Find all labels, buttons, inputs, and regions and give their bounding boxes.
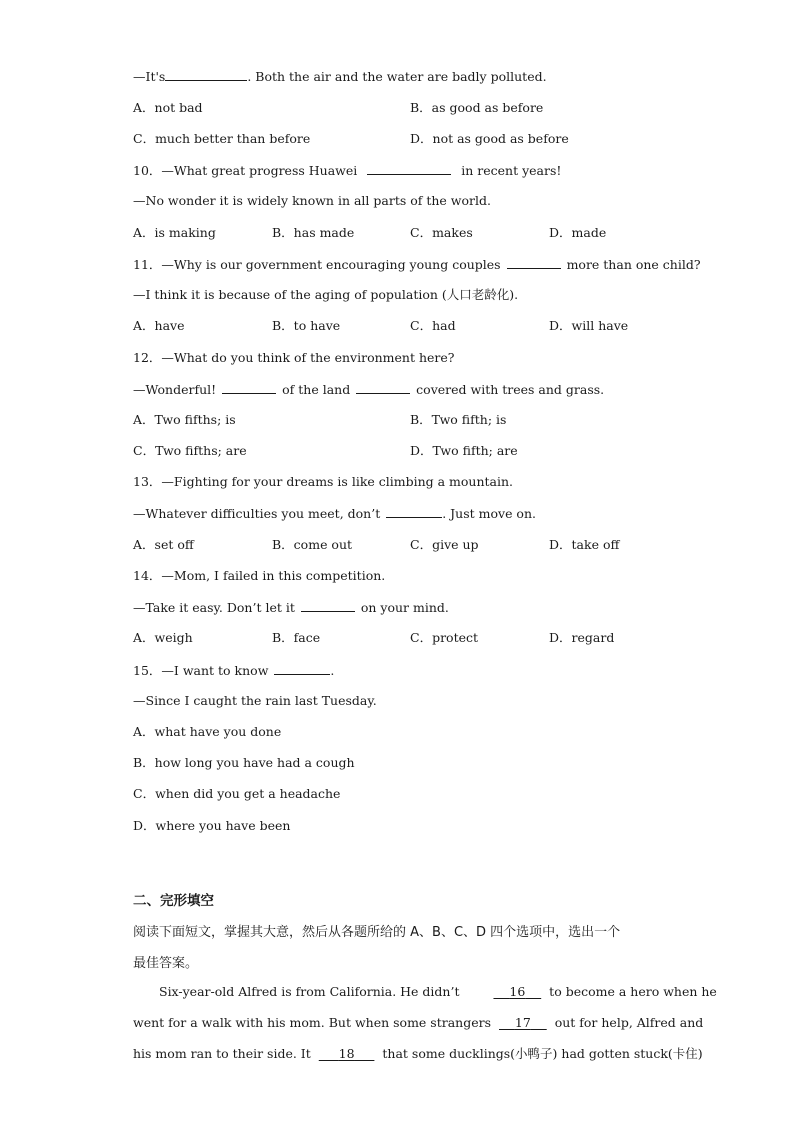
q14-option-a[interactable]: A．weigh: [133, 630, 193, 645]
q9-answer-line: [133, 68, 547, 85]
passage-line1-b: to become a hero when he: [549, 984, 717, 999]
passage-line3-a: his mom ran to their side. It: [133, 1046, 311, 1061]
cloze-number-17: 17: [514, 1015, 531, 1030]
cloze-blank-18[interactable]: [319, 1046, 375, 1062]
passage-line2-a: went for a walk with his mom. But when some strangers: [133, 1015, 492, 1030]
passage-line3: [133, 1046, 703, 1062]
q10-line1-post: in recent years!: [461, 163, 562, 178]
q13-response: [133, 505, 536, 522]
q10-option-d[interactable]: D．made: [549, 225, 607, 240]
q15-option-b[interactable]: B．how long you have had a cough: [133, 755, 355, 770]
q11-option-a[interactable]: A．have: [133, 318, 185, 333]
section-title: 二、完形填空: [133, 893, 214, 909]
q9-line2-pre: —It's: [133, 69, 166, 84]
cloze-blank-16[interactable]: [467, 984, 541, 1000]
q12-option-d[interactable]: D．Two fifth; are: [410, 443, 518, 458]
q10-line1-pre: 10．—What great progress Huawei: [133, 163, 358, 178]
q13-option-b[interactable]: B．come out: [272, 537, 353, 552]
q11-question: [133, 256, 701, 273]
q9-option-b[interactable]: B．as good as before: [410, 100, 544, 115]
cloze-blank-17[interactable]: [499, 1015, 547, 1031]
q15-option-a[interactable]: A．what have you done: [133, 724, 282, 739]
q11-blank[interactable]: [507, 256, 561, 269]
q15-question: [133, 662, 334, 679]
cloze-number-16: 16: [509, 984, 526, 999]
q10-option-a[interactable]: A．is making: [133, 225, 216, 240]
q10-question: [133, 162, 561, 179]
q15-option-d[interactable]: D．where you have been: [133, 818, 291, 833]
q12-option-c[interactable]: C．Two fifths; are: [133, 443, 247, 458]
q14-blank[interactable]: [301, 599, 355, 612]
passage-line1-a: Six-year-old Alfred is from California. He didn’t: [159, 984, 460, 999]
q9-option-c[interactable]: C．much better than before: [133, 131, 311, 146]
q9-line2-post: . Both the air and the water are badly polluted.: [247, 69, 547, 84]
q11-response: —I think it is because of the aging of population (人口老龄化).: [133, 287, 519, 302]
passage-line2: [133, 1015, 704, 1031]
q12-option-b[interactable]: B．Two fifth; is: [410, 412, 507, 427]
q10-option-c[interactable]: C．makes: [410, 225, 473, 240]
q15-blank[interactable]: [274, 662, 330, 675]
q14-option-c[interactable]: C．protect: [410, 630, 479, 645]
q14-response: [133, 599, 449, 616]
q13-line2-post: . Just move on.: [442, 506, 536, 521]
q13-option-a[interactable]: A．set off: [133, 537, 194, 552]
q13-line2-pre: —Whatever difficulties you meet, don’t: [133, 506, 381, 521]
q12-option-a[interactable]: A．Two fifths; is: [133, 412, 236, 427]
section-instruction-line1: 阅读下面短文，掌握其大意，然后从各题所给的 A、B、C、D 四个选项中，选出一个: [133, 925, 621, 940]
q9-blank[interactable]: [165, 68, 247, 81]
q11-option-b[interactable]: B．to have: [272, 318, 341, 333]
q10-option-b[interactable]: B．has made: [272, 225, 355, 240]
q10-response: —No wonder it is widely known in all parts of the world.: [133, 193, 491, 208]
q14-option-d[interactable]: D．regard: [549, 630, 615, 645]
q10-blank[interactable]: [367, 162, 451, 175]
cloze-number-18: 18: [338, 1046, 355, 1061]
q9-option-d[interactable]: D．not as good as before: [410, 131, 569, 146]
section-instruction-line2: 最佳答案。: [133, 956, 199, 971]
q13-option-d[interactable]: D．take off: [549, 537, 620, 552]
q14-option-b[interactable]: B．face: [272, 630, 321, 645]
q12-line2-c: covered with trees and grass.: [416, 382, 605, 397]
q12-line2-b: of the land: [282, 382, 351, 397]
q14-line2-pre: —Take it easy. Don’t let it: [133, 600, 295, 615]
passage-line3-b: that some ducklings(小鸭子) had gotten stuck(卡住): [382, 1046, 703, 1061]
q11-option-c[interactable]: C．had: [410, 318, 456, 333]
q13-question: 13．—Fighting for your dreams is like climbing a mountain.: [133, 474, 514, 489]
q15-response: —Since I caught the rain last Tuesday.: [133, 693, 377, 708]
q12-blank-1[interactable]: [222, 381, 276, 394]
q11-line1-pre: 11．—Why is our government encouraging young couples: [133, 257, 501, 272]
passage-line2-b: out for help, Alfred and: [554, 1015, 704, 1030]
q13-option-c[interactable]: C．give up: [410, 537, 479, 552]
q14-question: 14．—Mom, I failed in this competition.: [133, 568, 386, 583]
q11-option-d[interactable]: D．will have: [549, 318, 629, 333]
q12-question: 12．—What do you think of the environment here?: [133, 350, 455, 365]
q12-line2-a: —Wonderful!: [133, 382, 217, 397]
q12-response: [133, 381, 604, 398]
q15-line1-post: .: [330, 663, 335, 678]
q15-option-c[interactable]: C．when did you get a headache: [133, 786, 341, 801]
q13-blank[interactable]: [386, 505, 442, 518]
q14-line2-post: on your mind.: [360, 600, 449, 615]
q9-option-a[interactable]: A．not bad: [133, 100, 203, 115]
passage-line1: [133, 984, 717, 1000]
q12-blank-2[interactable]: [356, 381, 410, 394]
q11-line1-post: more than one child?: [566, 257, 701, 272]
q15-line1-pre: 15．—I want to know: [133, 663, 269, 678]
